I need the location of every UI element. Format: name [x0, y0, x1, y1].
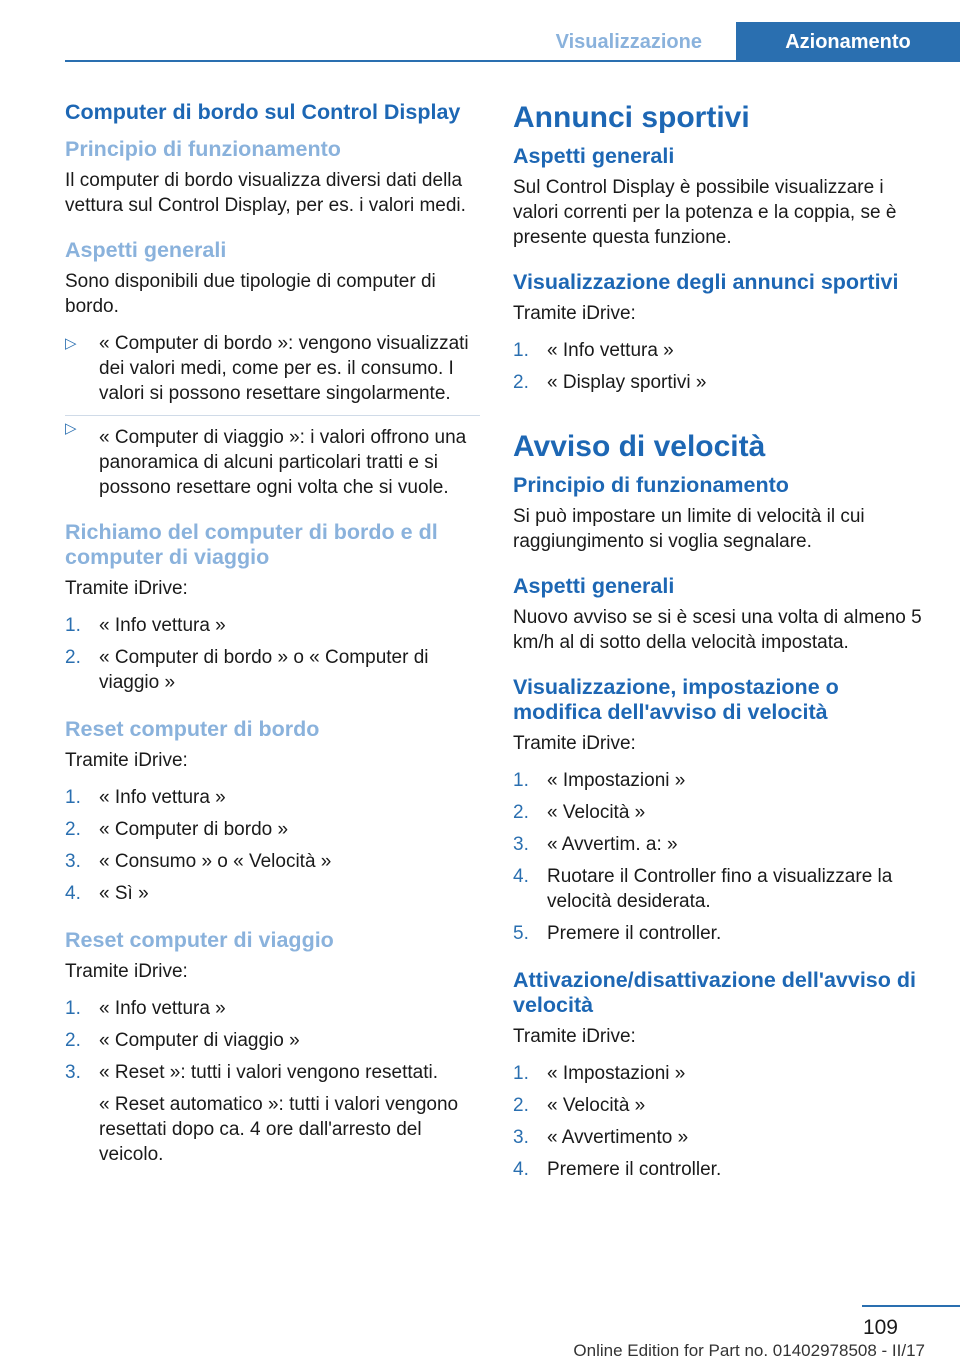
list-item: ▷ « Computer di bordo »: vengono visualizzati dei valori medi, come per es. il consumo. I valori si possono resettare singolarmente.	[65, 333, 469, 404]
list-item: 4. Ruotare il Controller fino a visualizzare la velocità desiderata.	[513, 866, 893, 912]
edition-note: Online Edition for Part no. 01402978508 - II/17	[573, 1341, 925, 1360]
list-item: 2. « Display sportivi »	[513, 372, 707, 393]
list-item: 4. Premere il controller.	[513, 1159, 722, 1180]
section-avviso-velocita: Avviso di velocità	[513, 430, 766, 463]
right-column	[513, 100, 928, 1204]
text-attivazione-velocita: Tramite iDrive:	[513, 1026, 636, 1047]
text-aspetti-velocita: Nuovo avviso se si è scesi una volta di almeno 5 km/h al di sotto della velocità impostata.	[513, 607, 922, 653]
list-item: ▷ « Computer di viaggio »: i valori offrono una panoramica di alcuni particolari tratti e si possono resettare ogni volta che si vuole.	[65, 415, 480, 500]
list-item: 1. « Impostazioni »	[513, 770, 686, 791]
left-column	[65, 100, 480, 1189]
list-item: 1. « Info vettura »	[513, 340, 674, 361]
text-reset-bordo: Tramite iDrive:	[65, 750, 188, 771]
triangle-bullet-icon: ▷	[65, 335, 77, 352]
heading-reset-bordo: Reset computer di bordo	[65, 717, 320, 741]
heading-principio-velocita: Principio di funzionamento	[513, 473, 789, 497]
list-item: 2. « Velocità »	[513, 802, 646, 823]
tab-visualizzazione[interactable]: Visualizzazione	[555, 31, 702, 53]
page-header	[65, 22, 960, 62]
text-visualizzazione-sportivi: Tramite iDrive:	[513, 303, 636, 324]
heading-aspetti: Aspetti generali	[65, 238, 227, 262]
heading-richiamo: Richiamo del computer di bordo e dl computer di viaggio	[65, 520, 438, 569]
list-item: 1. « Info vettura »	[65, 787, 226, 808]
tab-azionamento[interactable]: Azionamento	[736, 22, 960, 62]
reset-viaggio-steps	[65, 996, 480, 1167]
computer-types-list	[65, 331, 480, 500]
footer-rule	[862, 1305, 960, 1307]
heading-reset-viaggio: Reset computer di viaggio	[65, 928, 334, 952]
heading-aspetti-velocita: Aspetti generali	[513, 574, 675, 598]
text-reset-viaggio: Tramite iDrive:	[65, 961, 188, 982]
attivazione-steps	[513, 1061, 928, 1182]
list-item: 2. « Computer di bordo » o « Computer di viaggio »	[65, 647, 429, 693]
sportivi-steps	[513, 338, 928, 395]
list-item: 1. « Info vettura »	[65, 998, 226, 1019]
list-item: 5. Premere il controller.	[513, 923, 722, 944]
text-principio-velocita: Si può impostare un limite di velocità il cui raggiungimento si voglia segnalare.	[513, 506, 865, 552]
list-item: 2. « Velocità »	[513, 1095, 646, 1116]
text-impostazione-velocita: Tramite iDrive:	[513, 733, 636, 754]
list-item: 2. « Computer di viaggio »	[65, 1030, 300, 1051]
list-item: 3. « Avvertim. a: »	[513, 834, 678, 855]
richiamo-steps	[65, 613, 480, 695]
list-item: 3. « Reset »: tutti i valori vengono resettati. « Reset automatico »: tutti i valori vengono resettati dopo ca. 4 ore dall'arresto del veicolo.	[65, 1060, 480, 1167]
triangle-bullet-icon: ▷	[65, 420, 77, 437]
reset-bordo-steps	[65, 785, 480, 906]
list-item: 3. « Consumo » o « Velocità »	[65, 851, 332, 872]
section-annunci-sportivi: Annunci sportivi	[513, 101, 750, 134]
list-item: 1. « Impostazioni »	[513, 1063, 686, 1084]
text-richiamo: Tramite iDrive:	[65, 578, 188, 599]
text-aspetti-sportivi: Sul Control Display è possibile visualizzare i valori correnti per la potenza e la coppia, se è presente questa funzione.	[513, 177, 897, 248]
list-item: 2. « Computer di bordo »	[65, 819, 289, 840]
header-rule	[65, 60, 960, 62]
heading-principio: Principio di funzionamento	[65, 137, 341, 161]
text-aspetti: Sono disponibili due tipologie di computer di bordo.	[65, 271, 436, 317]
list-item: 3. « Avvertimento »	[513, 1127, 689, 1148]
impostazione-steps	[513, 768, 928, 946]
heading-visualizzazione-sportivi: Visualizzazione degli annunci sportivi	[513, 270, 899, 294]
reset-note: « Reset automatico »: tutti i valori vengono resettati dopo ca. 4 ore dall'arresto del veicolo.	[99, 1094, 459, 1165]
page-number: 109	[862, 1316, 898, 1339]
heading-aspetti-sportivi: Aspetti generali	[513, 144, 675, 168]
list-item: 1. « Info vettura »	[65, 615, 226, 636]
heading-attivazione-velocita: Attivazione/disattivazione dell'avviso di velocità	[513, 968, 916, 1017]
list-item: 4. « Sì »	[65, 883, 149, 904]
page-title: Computer di bordo sul Control Display	[65, 100, 461, 124]
heading-impostazione-velocita: Visualizzazione, impostazione o modifica dell'avviso di velocità	[513, 675, 839, 724]
text-principio: Il computer di bordo visualizza diversi dati della vettura sul Control Display, per es. i valori medi.	[65, 170, 466, 216]
